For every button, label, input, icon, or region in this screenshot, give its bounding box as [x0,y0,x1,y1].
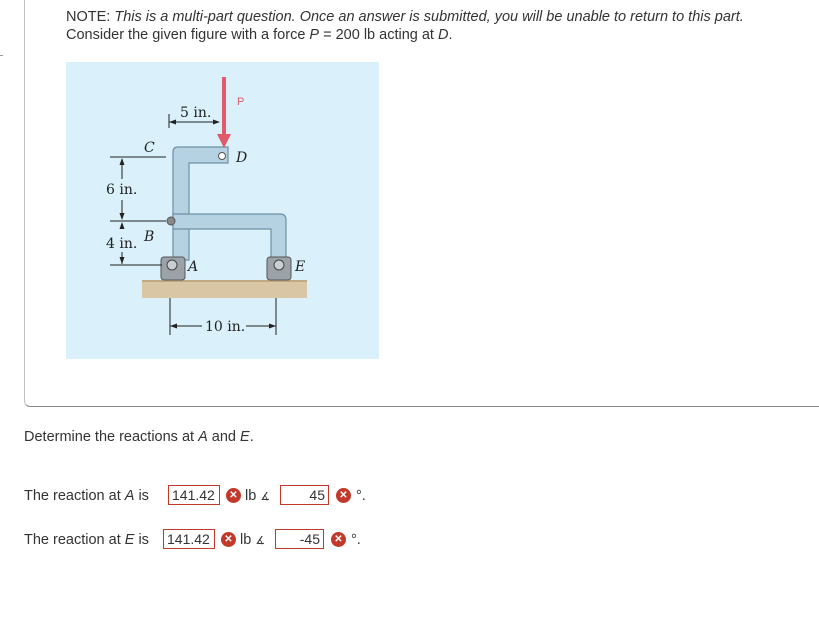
angle-input-e[interactable]: -45 [275,529,324,549]
label-4in: 4 in. [106,236,138,252]
prompt-text: Determine the reactions at [24,429,199,445]
side-marker [0,55,3,56]
point-d [219,153,226,160]
note-warning: This is a multi-part question. Once an answer is submitted, you will be unable to return to this part. [114,9,744,25]
prompt-end: . [249,429,254,445]
prompt-point-e: E [240,429,250,445]
degree-symbol-e: °. [351,532,361,548]
angle-icon: ∡ [260,491,271,503]
pin-b [167,217,175,225]
label-p: P [237,96,245,108]
ground [142,280,307,298]
magnitude-input-e[interactable]: 141.42 [163,529,215,549]
incorrect-icon: ✕ [226,488,241,503]
note-var-p: P [309,27,320,43]
prompt-and: and [207,429,241,445]
magnitude-input-a[interactable]: 141.42 [168,485,220,505]
label-e: E [295,259,306,275]
incorrect-icon: ✕ [331,532,346,547]
note-text [66,8,744,44]
incorrect-icon: ✕ [336,488,351,503]
note-line2-mid: = 200 lb acting at [319,27,438,43]
label-10in: 10 in. [205,319,246,335]
label-d: D [236,150,248,166]
label-6in: 6 in. [106,182,138,198]
incorrect-icon: ✕ [221,532,236,547]
pin-e [274,260,284,270]
frame-figure [66,62,379,359]
prompt-point-a: A [198,429,208,445]
answer-row-e [24,529,384,551]
answer-label-a: The reaction at A is [24,488,149,504]
label-c: C [144,140,155,156]
angle-input-a[interactable]: 45 [280,485,329,505]
note-line2: Consider the given figure with a force [66,27,310,43]
note-prefix: NOTE: [66,9,115,25]
pin-a [167,260,177,270]
degree-symbol-a: °. [356,488,366,504]
note-point-d: D [437,27,449,43]
answer-row-a [24,485,384,507]
unit-label-e: lb ∡ [240,532,266,548]
answer-label-e: The reaction at E is [24,532,149,548]
angle-icon: ∡ [255,535,266,547]
label-b: B [144,229,155,245]
unit-label-a: lb ∡ [245,488,271,504]
question-prompt [24,429,254,445]
label-a: A [188,259,199,275]
note-line2-end: . [448,27,453,43]
label-5in: 5 in. [180,105,212,121]
